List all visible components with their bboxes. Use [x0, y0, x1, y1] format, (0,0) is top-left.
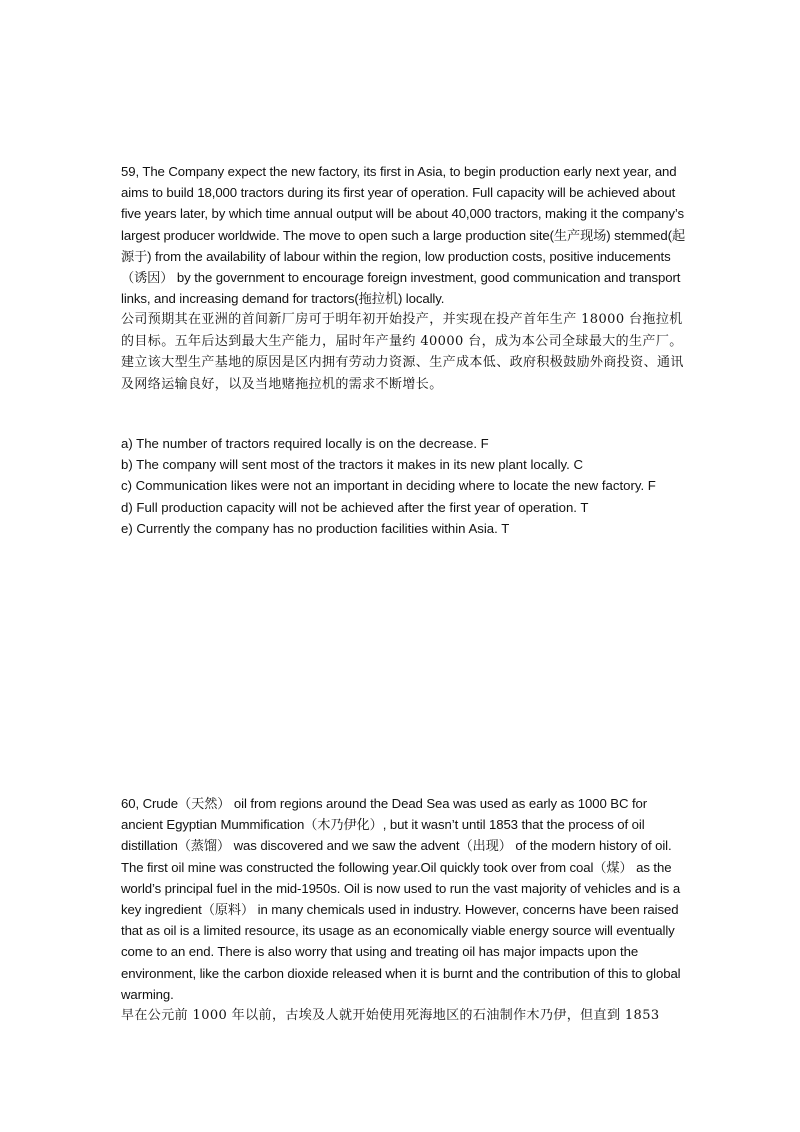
question-59	[121, 161, 691, 395]
option-c: c) Communication likes were not an important in deciding where to locate the new factory. F	[121, 478, 656, 494]
q59-translation: 公司预期其在亚洲的首间新厂房可于明年初开始投产，并实现在投产首年生产 18000 台拖拉机的目标。五年后达到最大生产能力，届时年产量约 40000 台，成为本公司全球最大的生产厂。建立该大型生产基地的原因是区内拥有劳动力资源、生产成本低、政府积极鼓励外商投资、通讯及网络运输良好，以及当地赌拖拉机的需求不断增长。	[121, 312, 684, 392]
q60-translation: 早在公元前 1000 年以前，古埃及人就开始使用死海地区的石油制作木乃伊，但直到 1853	[121, 1008, 660, 1024]
option-b: b) The company will sent most of the tractors it makes in its new plant locally. C	[121, 457, 583, 473]
question-60	[121, 793, 691, 1027]
q60-passage: 60, Crude（天然） oil from regions around the Dead Sea was used as early as 1000 BC for ancient Egyptian Mummification（木乃伊化）, but it wasn’t until 1853 that the process of oil distillation（蒸馏） was discovered and we saw the advent（出现） of the modern history of oil. The first oil mine was constructed the following year.Oil quickly took over from coal（煤） as the world’s principal fuel in the mid-1950s. Oil is now used to run the vast majority of vehicles and is a key ingredient（原料） in many chemicals used in industry. However, concerns have been raised that as oil is a limited resource, its usage as an economically viable energy source will eventually come to an end. There is also worry that using and treating oil has major impacts upon the environment, like the carbon dioxide released when it is burnt and the contribution of this to global warming.	[121, 796, 681, 1002]
q59-options	[121, 433, 691, 539]
option-d: d) Full production capacity will not be achieved after the first year of operation. T	[121, 499, 589, 515]
option-e: e) Currently the company has no production facilities within Asia. T	[121, 520, 510, 536]
option-a: a) The number of tractors required locally is on the decrease. F	[121, 436, 489, 451]
q59-passage: 59, The Company expect the new factory, its first in Asia, to begin production early next year, and aims to build 18,000 tractors during its first year of operation. Full capacity will be achieved about five years later, by which time annual output will be about 40,000 tractors, making it the company’s largest producer worldwide. The move to open such a large production site(生产现场) stemmed(起源于) from the availability of labour within the region, low production costs, positive inducements（诱因） by the government to encourage foreign investment, good communication and transport links, and increasing demand for tractors(拖拉机) locally.	[121, 164, 686, 307]
